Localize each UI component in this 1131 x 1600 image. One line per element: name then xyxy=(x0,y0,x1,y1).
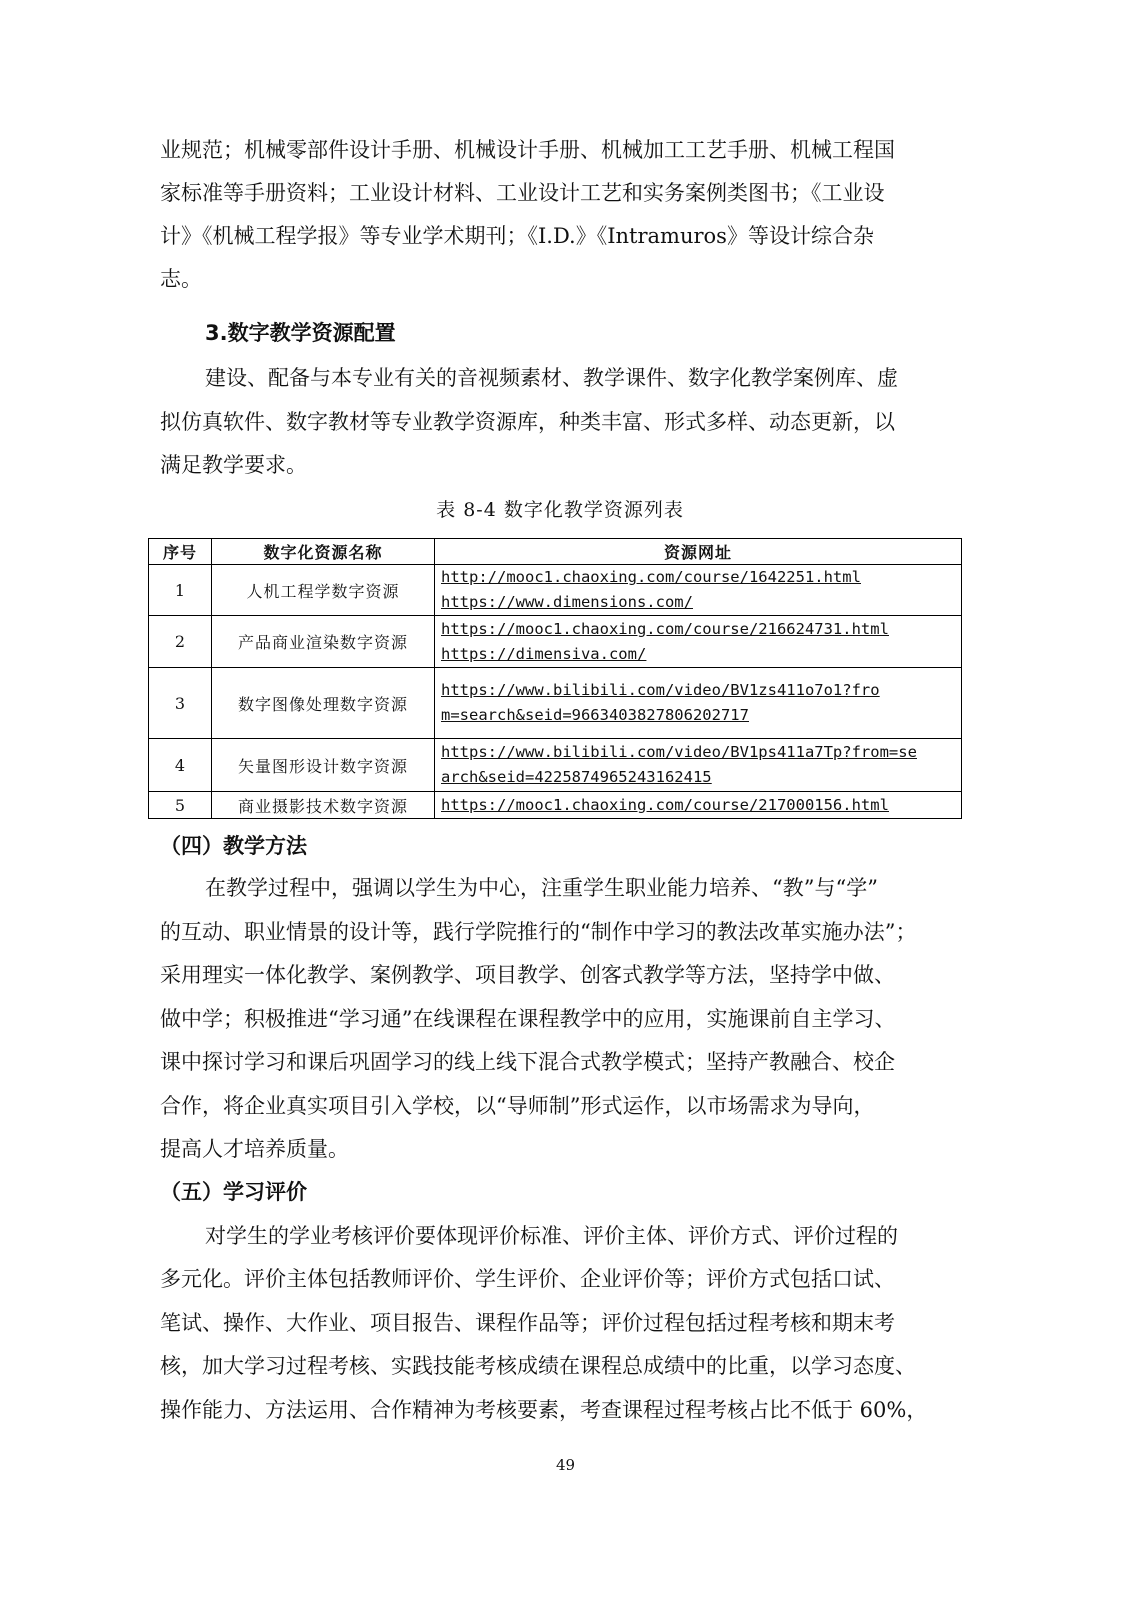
paragraph-line: 操作能力、方法运用、合作精神为考核要素，考查课程过程考核占比不低于 60%， xyxy=(160,1398,928,1422)
table-row xyxy=(149,739,962,792)
table-caption: 表 8-4 数字化教学资源列表 xyxy=(436,499,684,521)
table-row xyxy=(149,792,962,819)
paragraph-line: 课中探讨学习和课后巩固学习的线上线下混合式教学模式；坚持产教融合、校企 xyxy=(160,1050,895,1074)
paragraph-line: 笔试、操作、大作业、项目报告、课程作品等；评价过程包括过程考核和期末考 xyxy=(160,1311,895,1335)
resource-url-cell xyxy=(435,565,962,616)
paragraph-line: 合作，将企业真实项目引入学校，以“导师制”形式运作，以市场需求为导向， xyxy=(160,1094,875,1118)
section-heading: （四）教学方法 xyxy=(160,834,307,858)
resource-link[interactable]: https://mooc1.chaoxing.com/course/216624731.html xyxy=(441,619,889,638)
paragraph-line: 家标准等手册资料；工业设计材料、工业设计工艺和实务案例类图书；《工业设 xyxy=(160,181,885,205)
table-row xyxy=(149,565,962,616)
resource-link[interactable]: https://www.dimensions.com/ xyxy=(441,593,693,611)
row-number: 5 xyxy=(149,792,212,819)
table-header-row xyxy=(149,539,962,565)
column-header: 序号 xyxy=(149,539,212,565)
resource-link[interactable]: arch&seid=4225874965243162415 xyxy=(441,768,712,786)
resource-table xyxy=(148,538,962,819)
resource-link[interactable]: https://dimensiva.com/ xyxy=(441,644,647,663)
resource-url-cell xyxy=(435,792,962,819)
resource-url-cell xyxy=(435,668,962,739)
paragraph-line: 满足教学要求。 xyxy=(160,453,307,477)
row-number: 2 xyxy=(149,616,212,668)
resource-link[interactable]: https://www.bilibili.com/video/BV1zs411o7o1?fro xyxy=(441,681,880,699)
section-heading: 3.数字教学资源配置 xyxy=(205,321,396,345)
resource-name: 矢量图形设计数字资源 xyxy=(212,739,435,792)
paragraph-line: 建设、配备与本专业有关的音视频素材、教学课件、数字化教学案例库、虚 xyxy=(205,366,898,390)
paragraph-line: 的互动、职业情景的设计等，践行学院推行的“制作中学习的教法改革实施办法”； xyxy=(160,920,917,944)
paragraph-line: 提高人才培养质量。 xyxy=(160,1137,349,1161)
paragraph-line: 拟仿真软件、数字教材等专业教学资源库，种类丰富、形式多样、动态更新，以 xyxy=(160,410,895,434)
column-header: 资源网址 xyxy=(435,539,962,565)
paragraph-line: 核，加大学习过程考核、实践技能考核成绩在课程总成绩中的比重，以学习态度、 xyxy=(160,1354,916,1378)
row-number: 4 xyxy=(149,739,212,792)
resource-url-cell xyxy=(435,739,962,792)
table-row xyxy=(149,616,962,668)
row-number: 1 xyxy=(149,565,212,616)
section-heading: （五）学习评价 xyxy=(160,1180,307,1204)
resource-name: 商业摄影技术数字资源 xyxy=(212,792,435,819)
resource-name: 数字图像处理数字资源 xyxy=(212,668,435,739)
paragraph-line: 做中学；积极推进“学习通”在线课程在课程教学中的应用，实施课前自主学习、 xyxy=(160,1007,896,1031)
resource-name: 人机工程学数字资源 xyxy=(212,565,435,616)
paragraph-line: 计》《机械工程学报》等专业学术期刊；《I.D.》《Intramuros》等设计综合杂 xyxy=(160,224,874,248)
column-header: 数字化资源名称 xyxy=(212,539,435,565)
paragraph-line: 多元化。评价主体包括教师评价、学生评价、企业评价等；评价方式包括口试、 xyxy=(160,1267,895,1291)
paragraph-line: 业规范；机械零部件设计手册、机械设计手册、机械加工工艺手册、机械工程国 xyxy=(160,138,895,162)
resource-link[interactable]: http://mooc1.chaoxing.com/course/1642251.html xyxy=(441,568,861,586)
row-number: 3 xyxy=(149,668,212,739)
resource-link[interactable]: m=search&seid=9663403827806202717 xyxy=(441,706,749,724)
paragraph-line: 对学生的学业考核评价要体现评价标准、评价主体、评价方式、评价过程的 xyxy=(205,1224,898,1248)
resource-link[interactable]: https://www.bilibili.com/video/BV1ps411a7Tp?from=se xyxy=(441,743,917,761)
page-number: 49 xyxy=(555,1456,576,1474)
resource-url-cell xyxy=(435,616,962,668)
paragraph-line: 采用理实一体化教学、案例教学、项目教学、创客式教学等方法，坚持学中做、 xyxy=(160,963,895,987)
paragraph-line: 志。 xyxy=(160,267,202,291)
resource-name: 产品商业渲染数字资源 xyxy=(212,616,435,668)
paragraph-line: 在教学过程中，强调以学生为中心，注重学生职业能力培养、“教”与“学” xyxy=(205,876,878,900)
resource-link[interactable]: https://mooc1.chaoxing.com/course/217000156.html xyxy=(441,795,889,814)
table-row xyxy=(149,668,962,739)
